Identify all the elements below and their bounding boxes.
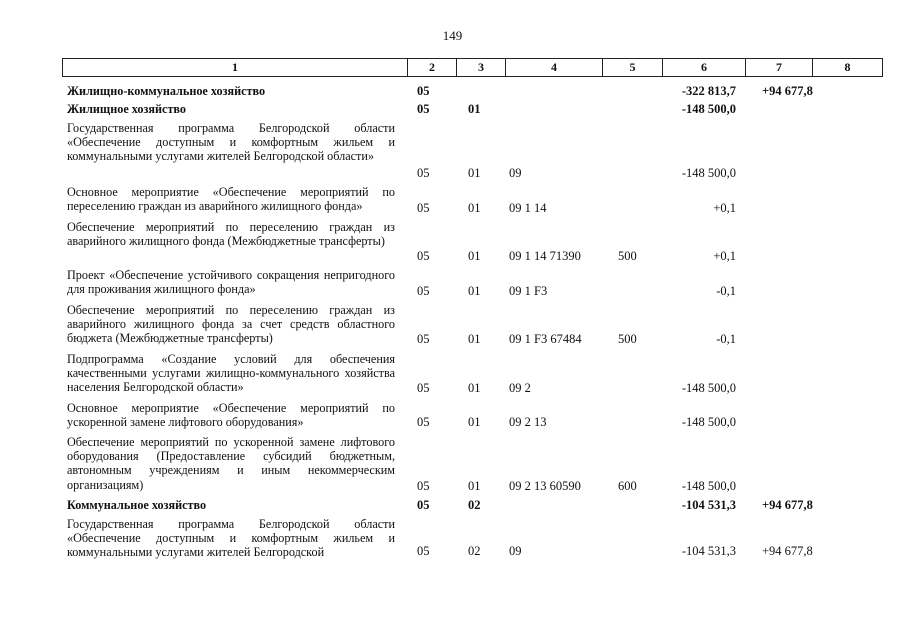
row-name: Обеспечение мероприятий по переселению граждан из аварийного жилищного фонда (Межбюджетные трансферты): [67, 220, 395, 249]
row-subsection: 01: [468, 381, 481, 395]
row-subsection: 01: [468, 166, 481, 180]
row-name: Проект «Обеспечение устойчивого сокращения непригодного для проживания жилищного фонда»: [67, 268, 395, 297]
row-name: Обеспечение мероприятий по переселению граждан из аварийного жилищного фонда за счет средств областного бюджета (Межбюджетные трансферты): [67, 303, 395, 346]
page-number: 149: [442, 28, 463, 43]
header-col-2: 2: [408, 59, 457, 77]
row-target-article: 09 1 F3: [509, 284, 548, 298]
row-amount-2: +94 677,8: [762, 544, 813, 558]
row-subsection: 01: [468, 479, 481, 493]
row-expense-type: 500: [618, 332, 637, 346]
table-header: [62, 58, 883, 77]
row-section: 05: [417, 332, 430, 346]
row-section: 05: [417, 479, 430, 493]
row-section: 05: [417, 249, 430, 263]
row-amount-2: +94 677,8: [762, 498, 813, 512]
row-amount: -104 531,3: [681, 498, 736, 512]
row-target-article: 09: [509, 544, 522, 558]
row-subsection: 02: [468, 544, 481, 558]
row-section: 05: [417, 284, 430, 298]
row-amount: -148 500,0: [681, 415, 736, 429]
row-name: Коммунальное хозяйство: [67, 498, 207, 512]
row-amount-2: +94 677,8: [762, 84, 813, 98]
header-col-3: 3: [457, 59, 506, 77]
row-name: Основное мероприятие «Обеспечение мероприятий по переселению граждан из аварийного жилищного фонда»: [67, 185, 395, 214]
row-name: Государственная программа Белгородской области «Обеспечение доступным и комфортным жильем и коммунальными услугами жителей Белгородской: [67, 517, 395, 560]
row-section: 05: [417, 166, 430, 180]
row-section: 05: [417, 415, 430, 429]
row-section: 05: [417, 381, 430, 395]
row-subsection: 02: [468, 498, 481, 512]
row-target-article: 09 2: [509, 381, 531, 395]
row-name: Подпрограмма «Создание условий для обеспечения качественными услугами жилищно-коммунального хозяйства населения Белгородской области»: [67, 352, 395, 395]
row-target-article: 09 2 13: [509, 415, 547, 429]
row-name: Жилищно-коммунальное хозяйство: [67, 84, 266, 98]
row-subsection: 01: [468, 415, 481, 429]
row-target-article: 09: [509, 166, 522, 180]
row-amount: -322 813,7: [681, 84, 736, 98]
row-name: Жилищное хозяйство: [67, 102, 187, 116]
row-expense-type: 500: [618, 249, 637, 263]
header-col-7: 7: [746, 59, 813, 77]
row-amount: -148 500,0: [681, 381, 736, 395]
row-target-article: 09 2 13 60590: [509, 479, 581, 493]
row-amount: -104 531,3: [681, 544, 736, 558]
row-subsection: 01: [468, 332, 481, 346]
row-section: 05: [417, 102, 430, 116]
row-name: Обеспечение мероприятий по ускоренной замене лифтового оборудования (Предоставление субсидий бюджетным, автономным учреждениям и иным некоммерческим организациям): [67, 435, 395, 492]
row-name: Основное мероприятие «Обеспечение мероприятий по ускоренной замене лифтового оборудования»: [67, 401, 395, 430]
row-section: 05: [417, 84, 430, 98]
header-col-4: 4: [506, 59, 603, 77]
row-subsection: 01: [468, 201, 481, 215]
header-col-5: 5: [603, 59, 663, 77]
row-amount: -148 500,0: [681, 166, 736, 180]
row-amount: +0,1: [713, 249, 736, 263]
row-subsection: 01: [468, 284, 481, 298]
row-section: 05: [417, 498, 430, 512]
row-amount: -148 500,0: [681, 479, 736, 493]
header-col-8: 8: [813, 59, 883, 77]
row-target-article: 09 1 F3 67484: [509, 332, 582, 346]
row-expense-type: 600: [618, 479, 637, 493]
row-amount: +0,1: [713, 201, 736, 215]
row-amount: -0,1: [716, 332, 736, 346]
row-subsection: 01: [468, 249, 481, 263]
header-col-6: 6: [663, 59, 746, 77]
row-amount: -148 500,0: [681, 102, 736, 116]
row-target-article: 09 1 14: [509, 201, 547, 215]
row-amount: -0,1: [716, 284, 736, 298]
row-name: Государственная программа Белгородской области «Обеспечение доступным и комфортным жильем и коммунальными услугами жителей Белгородской области»: [67, 121, 395, 164]
header-col-1: 1: [63, 59, 408, 77]
row-subsection: 01: [468, 102, 481, 116]
row-section: 05: [417, 201, 430, 215]
row-section: 05: [417, 544, 430, 558]
row-target-article: 09 1 14 71390: [509, 249, 581, 263]
